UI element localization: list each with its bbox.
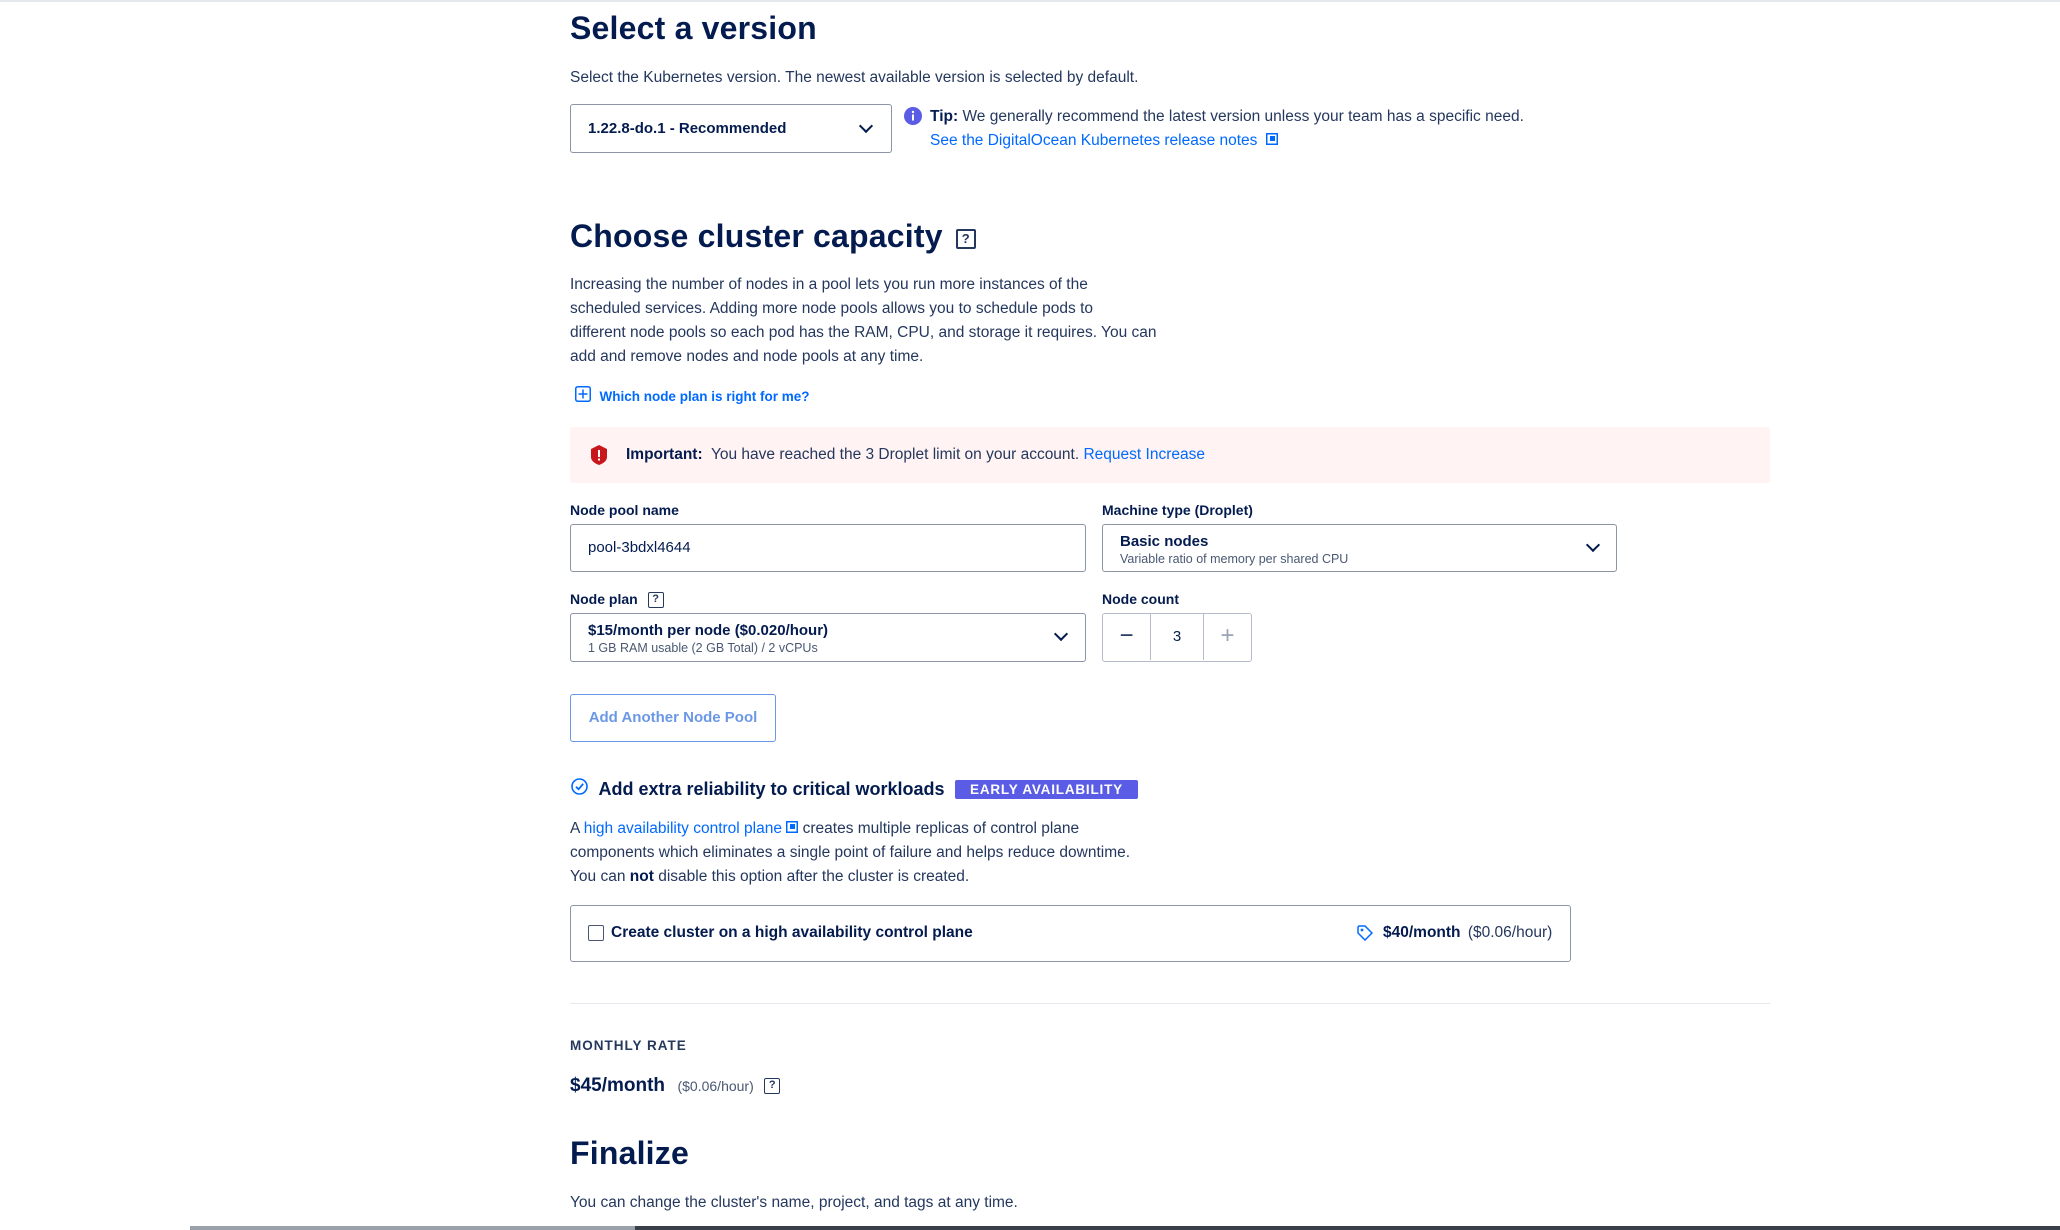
version-select-value: 1.22.8-do.1 - Recommended bbox=[588, 120, 787, 137]
machine-type-select[interactable] bbox=[1102, 524, 1617, 572]
ha-desc-line3-bold: not bbox=[629, 868, 654, 886]
tip-text: We generally recommend the latest version unless your team has a specific need. bbox=[962, 108, 1524, 125]
chevron-down-icon bbox=[1054, 627, 1068, 641]
ha-price-hour: ($0.06/hour) bbox=[1467, 924, 1553, 941]
machine-type-value: Basic nodes bbox=[1120, 533, 1209, 550]
top-border bbox=[0, 0, 2060, 2]
node-plan-help-toggle[interactable] bbox=[575, 386, 809, 407]
ha-price-month: $40/month bbox=[1383, 924, 1461, 941]
question-mark-icon[interactable]: ? bbox=[956, 229, 976, 249]
node-plan-help-link[interactable]: Which node plan is right for me? bbox=[599, 389, 810, 404]
node-plan-value: $15/month per node ($0.020/hour) bbox=[588, 622, 829, 639]
node-plan-select[interactable] bbox=[570, 613, 1086, 662]
decrement-button[interactable]: − bbox=[1103, 614, 1151, 660]
question-mark-icon[interactable]: ? bbox=[764, 1078, 780, 1094]
scrollbar-thumb[interactable] bbox=[190, 1226, 635, 1230]
alert-text-row bbox=[626, 443, 1205, 467]
check-circle-icon bbox=[571, 778, 588, 800]
ha-price bbox=[1383, 924, 1552, 942]
ha-option-box[interactable] bbox=[570, 905, 1571, 962]
alert-label: Important: bbox=[626, 446, 703, 463]
increment-button[interactable]: + bbox=[1203, 614, 1251, 660]
monthly-rate-label: MONTHLY RATE bbox=[570, 1038, 687, 1053]
node-count-label: Node count bbox=[1102, 591, 1179, 607]
ha-desc-line3-suffix: disable this option after the cluster is created. bbox=[658, 868, 970, 886]
external-link-icon bbox=[1266, 129, 1278, 153]
question-mark-icon[interactable]: ? bbox=[648, 592, 664, 608]
monthly-rate-row bbox=[570, 1075, 780, 1097]
ha-title-row bbox=[571, 778, 1138, 800]
price-tag-icon bbox=[1357, 925, 1373, 946]
add-node-pool-button[interactable]: Add Another Node Pool bbox=[570, 694, 776, 742]
capacity-desc-line: different node pools so each pod has the RAM, CPU, and storage it requires. You can bbox=[570, 324, 1157, 341]
request-increase-link[interactable]: Request Increase bbox=[1083, 446, 1205, 463]
node-pool-name-label: Node pool name bbox=[570, 502, 679, 518]
monthly-rate-hour: ($0.06/hour) bbox=[677, 1078, 754, 1094]
ha-control-plane-link[interactable]: high availability control plane bbox=[583, 820, 782, 838]
alert-text: You have reached the 3 Droplet limit on your account. bbox=[710, 446, 1080, 463]
machine-type-label: Machine type (Droplet) bbox=[1102, 502, 1253, 518]
ha-desc-line3-prefix: You can bbox=[570, 868, 626, 886]
chevron-down-icon bbox=[1586, 538, 1600, 552]
early-availability-badge: EARLY AVAILABILITY bbox=[955, 780, 1138, 799]
ha-desc-line-3 bbox=[570, 865, 1270, 889]
capacity-desc-line: add and remove nodes and node pools at any time. bbox=[570, 348, 924, 365]
ha-desc-rest: creates multiple replicas of control plane bbox=[802, 820, 1080, 838]
node-plan-sub: 1 GB RAM usable (2 GB Total) / 2 vCPUs bbox=[588, 641, 818, 655]
ha-desc-prefix: A bbox=[570, 820, 580, 838]
ha-checkbox[interactable] bbox=[588, 925, 604, 941]
node-count-stepper[interactable] bbox=[1102, 613, 1252, 662]
capacity-desc-line: Increasing the number of nodes in a pool lets you run more instances of the bbox=[570, 276, 1088, 293]
chevron-down-icon bbox=[859, 119, 873, 133]
ha-desc-line-2: components which eliminates a single point of failure and helps reduce downtime. bbox=[570, 844, 1131, 862]
ha-title: Add extra reliability to critical workloads bbox=[598, 778, 945, 799]
finalize-title: Finalize bbox=[570, 1135, 689, 1171]
version-title: Select a version bbox=[570, 10, 817, 46]
tip-label: Tip: bbox=[930, 108, 959, 125]
capacity-description bbox=[570, 273, 1190, 369]
ha-checkbox-label: Create cluster on a high availability control plane bbox=[611, 924, 973, 941]
droplet-limit-alert bbox=[570, 427, 1770, 483]
node-pool-name-value: pool-3bdxl4644 bbox=[588, 539, 691, 556]
error-shield-icon bbox=[590, 445, 608, 470]
capacity-title: Choose cluster capacity bbox=[570, 218, 943, 254]
ha-desc-line-1 bbox=[570, 817, 1270, 841]
version-select[interactable] bbox=[570, 104, 892, 153]
ha-description bbox=[570, 817, 1270, 889]
node-plan-label: Node plan bbox=[570, 591, 638, 607]
horizontal-scrollbar[interactable] bbox=[190, 1226, 2060, 1230]
node-pool-name-input[interactable] bbox=[570, 524, 1086, 572]
section-divider bbox=[570, 1003, 1770, 1004]
capacity-desc-line: scheduled services. Adding more node pools allows you to schedule pods to bbox=[570, 300, 1094, 317]
monthly-rate-value: $45/month bbox=[570, 1075, 666, 1096]
node-count-value[interactable]: 3 bbox=[1172, 628, 1182, 645]
plus-square-icon bbox=[575, 386, 591, 407]
version-description: Select the Kubernetes version. The newest available version is selected by default. bbox=[570, 69, 1139, 86]
release-notes-row[interactable] bbox=[930, 129, 1278, 153]
info-circle-icon bbox=[904, 107, 922, 125]
node-plan-label-row bbox=[570, 591, 664, 608]
finalize-description: You can change the cluster's name, project, and tags at any time. bbox=[570, 1194, 1018, 1211]
external-link-icon bbox=[786, 817, 798, 841]
release-notes-link[interactable]: See the DigitalOcean Kubernetes release notes bbox=[930, 132, 1258, 150]
tip-text-row bbox=[930, 105, 1524, 129]
machine-type-sub: Variable ratio of memory per shared CPU bbox=[1120, 552, 1349, 566]
capacity-title-row bbox=[570, 218, 976, 255]
